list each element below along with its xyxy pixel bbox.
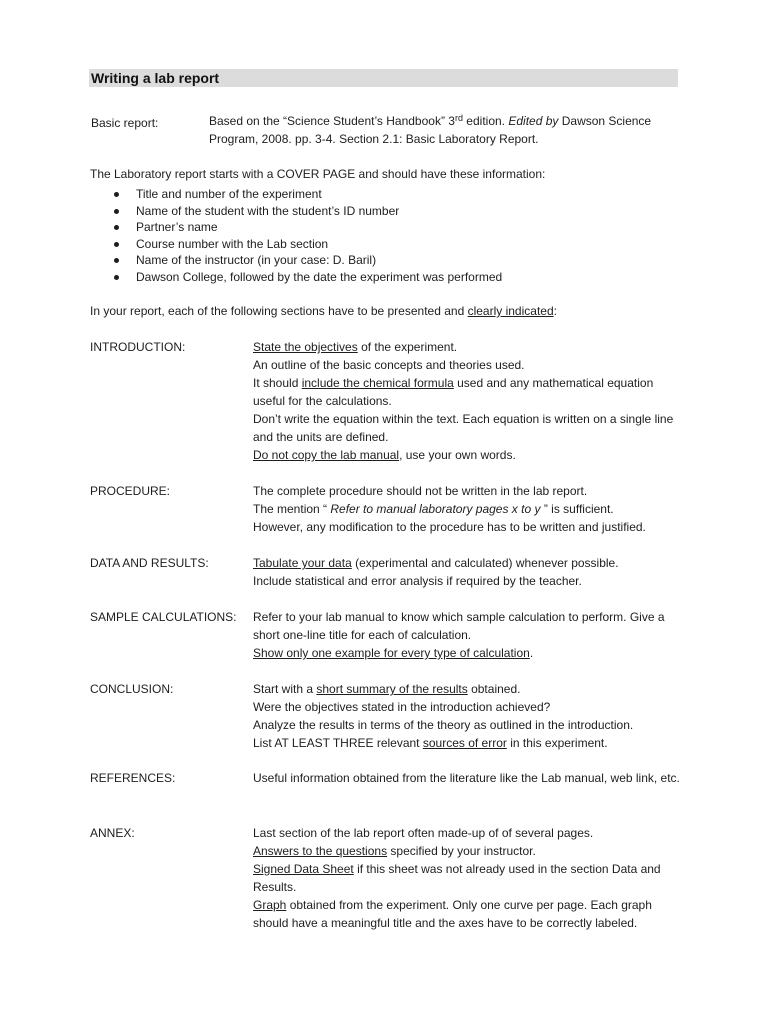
section-line: An outline of the basic concepts and theories used. — [253, 358, 525, 372]
sections-intro-before: In your report, each of the following sections have to be presented and — [90, 304, 468, 318]
underlined-text: Signed Data Sheet — [253, 862, 354, 876]
basic-report-label: Basic report: — [91, 116, 159, 130]
section-line — [253, 500, 680, 518]
basic-report-t3: Edited by — [508, 114, 559, 128]
underlined-text: Do not copy the lab manual — [253, 448, 400, 462]
section-line — [253, 842, 680, 860]
sections-intro-underlined: clearly indicated — [467, 304, 554, 318]
list-item: Name of the instructor (in your case: D. Baril) — [108, 252, 502, 269]
section-label: REFERENCES: — [90, 771, 176, 785]
basic-report-text — [209, 112, 679, 148]
section-label: ANNEX: — [90, 826, 135, 840]
page-title: Writing a lab report — [91, 70, 220, 86]
section-line: Include statistical and error analysis if required by the teacher. — [253, 574, 582, 588]
text: if this sheet was not already used in the section Data and Results. — [253, 862, 661, 894]
section-line: Were the objectives stated in the introduction achieved? — [253, 700, 551, 714]
section-body — [253, 769, 680, 787]
basic-report-t1: Based on the “Science Student’s Handbook” 3 — [209, 114, 455, 128]
underlined-text: Graph — [253, 898, 287, 912]
section-line: The complete procedure should not be written in the lab report. — [253, 484, 588, 498]
list-item: Course number with the Lab section — [108, 236, 502, 253]
underlined-text: State the objectives — [253, 340, 358, 354]
sections-intro — [90, 303, 557, 319]
section-label: INTRODUCTION: — [90, 340, 186, 354]
list-item: Dawson College, followed by the date the experiment was performed — [108, 269, 502, 286]
section-line — [253, 374, 680, 410]
list-item: Name of the student with the student’s ID number — [108, 203, 502, 220]
section-line: However, any modification to the procedure has to be written and justified. — [253, 520, 646, 534]
list-item: Title and number of the experiment — [108, 186, 502, 203]
section-body — [253, 482, 680, 536]
sections-intro-after: : — [553, 304, 557, 318]
cover-page-list — [108, 186, 502, 286]
section-line — [253, 446, 680, 464]
section-body — [253, 824, 680, 932]
section-line: Don’t write the equation within the text. Each equation is written on a single line and the units are defined. — [253, 412, 674, 444]
basic-report-sup: rd — [454, 113, 463, 123]
underlined-text: sources of error — [422, 736, 507, 750]
text: obtained from the experiment. Only one curve per page. Each graph should have a meaningful title and the axes have to be correctly labeled. — [253, 898, 652, 930]
section-label: DATA AND RESULTS: — [90, 556, 209, 570]
underlined-text: Tabulate your data — [253, 556, 352, 570]
text: used and any mathematical equation useful for the calculations. — [253, 376, 654, 408]
section-line — [253, 338, 680, 356]
section-label: CONCLUSION: — [90, 682, 174, 696]
section-line: Last section of the lab report often made-up of of several pages. — [253, 826, 594, 840]
text: . — [529, 646, 534, 660]
section-line: Analyze the results in terms of the theory as outlined in the introduction. — [253, 718, 634, 732]
section-line: Refer to your lab manual to know which sample calculation to perform. Give a short one-line title for each of calculation. — [253, 610, 665, 642]
underlined-text: include the chemical formula — [301, 376, 454, 390]
section-line — [253, 680, 680, 698]
section-line: Useful information obtained from the literature like the Lab manual, web link, etc. — [253, 771, 680, 785]
section-label: SAMPLE CALCULATIONS: — [90, 610, 237, 624]
text: , use your own words. — [399, 448, 516, 462]
section-body — [253, 608, 680, 662]
text: of the experiment. — [357, 340, 458, 354]
section-line — [253, 896, 680, 932]
text: (experimental and calculated) whenever possible. — [351, 556, 619, 570]
section-line — [253, 644, 680, 662]
list-item: Partner’s name — [108, 219, 502, 236]
section-line — [253, 860, 680, 896]
underlined-text: short summary of the results — [316, 682, 468, 696]
text: Start with a — [253, 682, 317, 696]
cover-page-intro: The Laboratory report starts with a COVER PAGE and should have these information: — [90, 167, 546, 181]
title-bar — [89, 69, 678, 87]
italic-text: Refer to manual laboratory pages x to y — [330, 502, 541, 516]
section-body — [253, 554, 680, 590]
section-line — [253, 734, 680, 752]
text: List AT LEAST THREE relevant — [253, 736, 423, 750]
basic-report-t2: edition. — [462, 114, 509, 128]
section-body — [253, 680, 680, 752]
text: specified by your instructor. — [387, 844, 536, 858]
underlined-text: Show only one example for every type of calculation — [253, 646, 530, 660]
text: It should — [253, 376, 302, 390]
text: obtained. — [467, 682, 521, 696]
text: The mention “ — [253, 502, 331, 516]
section-label: PROCEDURE: — [90, 484, 171, 498]
section-line — [253, 554, 680, 572]
underlined-text: Answers to the questions — [253, 844, 388, 858]
text: ” is sufficient. — [540, 502, 614, 516]
basic-report-t4: Dawson Science Program, 2008. pp. 3-4. Section 2.1: Basic Laboratory Report. — [209, 114, 652, 146]
text: in this experiment. — [506, 736, 608, 750]
section-body — [253, 338, 680, 464]
